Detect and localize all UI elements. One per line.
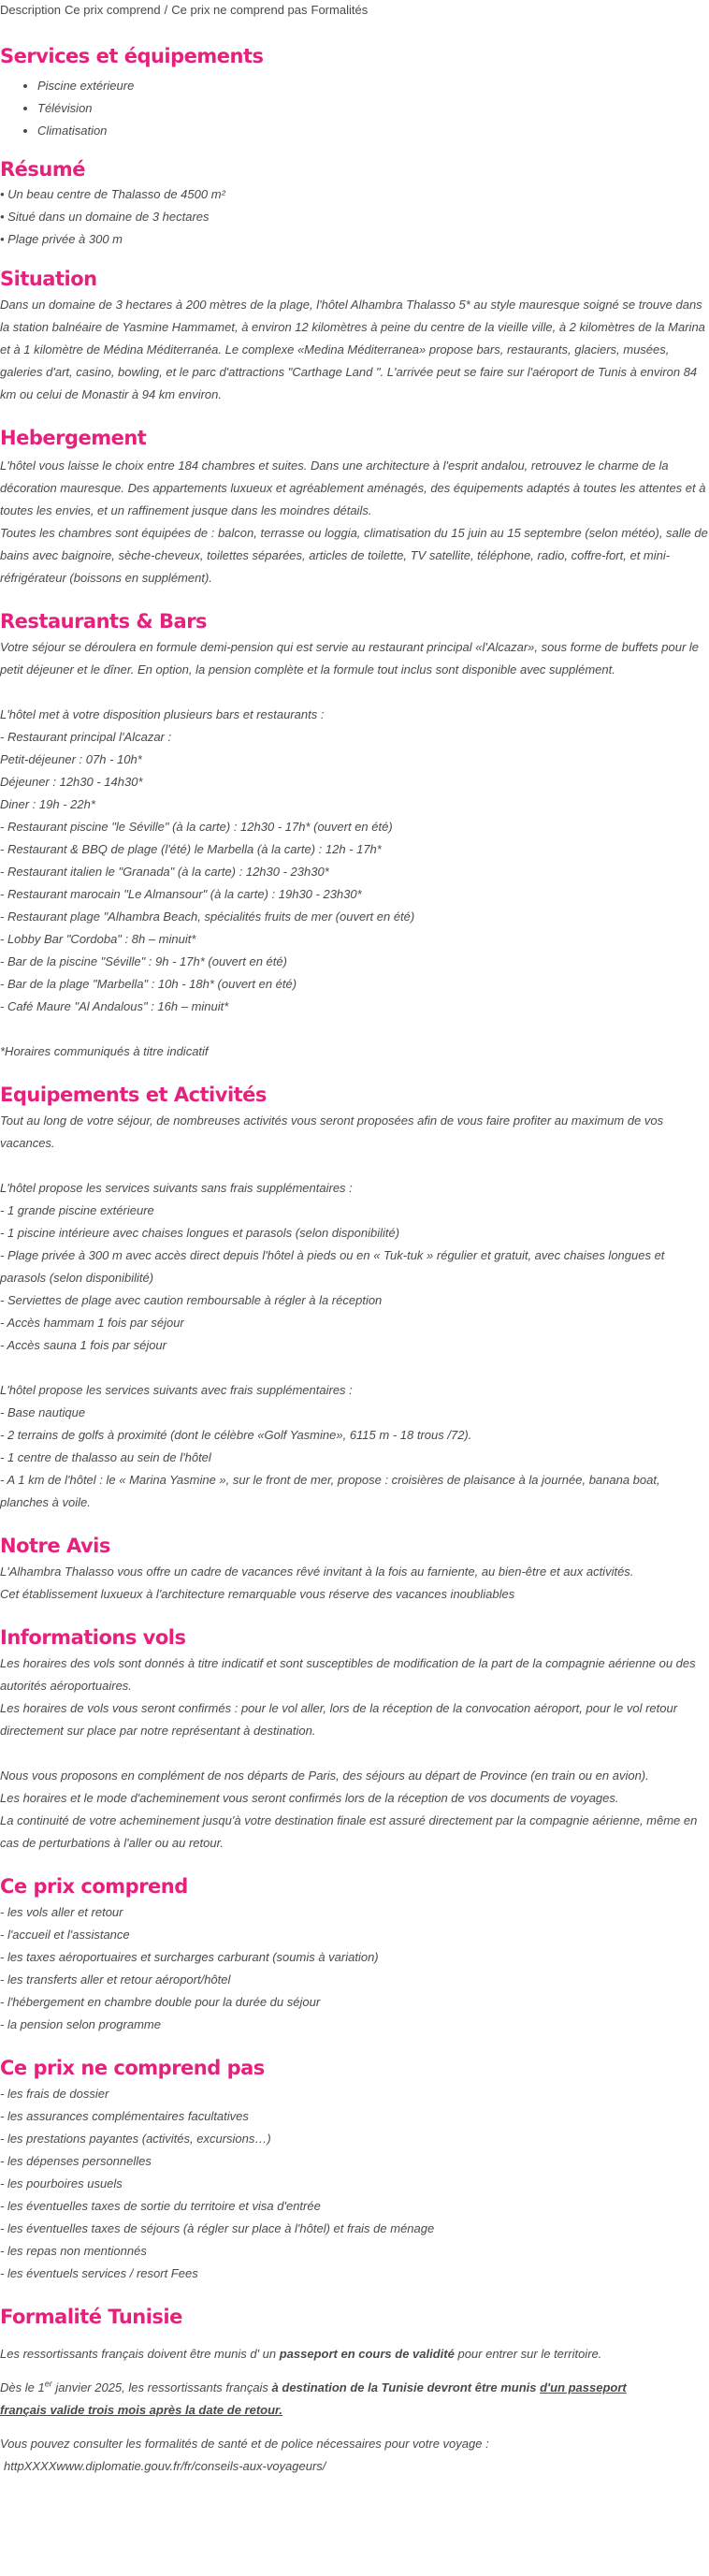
ne-comprend-item: - les dépenses personnelles	[0, 2154, 152, 2168]
service-item: • Télévision	[37, 97, 709, 120]
equipements-title: Equipements et Activités	[0, 1084, 267, 1106]
formalite-consult-text: Vous pouvez consulter les formalités de santé et de police nécessaires pour votre voyage :	[0, 2437, 489, 2451]
section-comprend	[0, 1868, 709, 2036]
restaurant-item: Diner : 19h - 22h*	[0, 797, 95, 811]
ne-comprend-item: - les repas non mentionnés	[0, 2244, 147, 2258]
restaurants-title: Restaurants & Bars	[0, 610, 208, 633]
formalite-text-part: janvier 2025, les ressortissants français	[51, 2380, 272, 2394]
ne-comprend-item: - les prestations payantes (activités, excursions…)	[0, 2132, 271, 2146]
restaurant-item: - Restaurant piscine "le Séville" (à la carte) : 12h30 - 17h* (ouvert en été)	[0, 820, 393, 834]
equipement-item: - 1 piscine intérieure avec chaises longues et parasols (selon disponibilité)	[0, 1226, 400, 1240]
restaurant-item: - Restaurant italien le "Granada" (à la carte) : 12h30 - 23h30*	[0, 865, 329, 879]
section-formalite	[0, 2298, 709, 2478]
equipement-item: - 1 grande piscine extérieure	[0, 1203, 154, 1217]
tab-description[interactable]: Description	[0, 3, 62, 17]
restaurant-item: - Restaurant principal l'Alcazar :	[0, 730, 172, 744]
ne-comprend-item: - les éventuels services / resort Fees	[0, 2266, 198, 2280]
equipement-item: - Accès sauna 1 fois par séjour	[0, 1338, 166, 1352]
equipement-item: - A 1 km de l'hôtel : le « Marina Yasmine », sur le front de mer, propose : croisières de plaisance à la journée, banana boat, planches à voile.	[0, 1473, 660, 1509]
situation-text: Dans un domaine de 3 hectares à 200 mètres de la plage, l'hôtel Alhambra Thalasso 5* au style mauresque soigné se trouve dans la station balnéaire de Yasmine Hammamet, à environ 12 kilomètres à peine du centre de la vieille ville, à 2 kilomètres de la Marina et à 1 kilomètre de Médina Méditerranéa. Le complexe «Medina Méditerranea» propose bars, restaurants, glaciers, musées, galeries d'art, casino, bowling, et le parc d'attractions "Carthage Land ". L'arrivée peut se faire sur l'aéroport de Tunis à environ 84 km ou celui de Monastir à 94 km environ.	[0, 298, 705, 401]
formalite-title: Formalité Tunisie	[0, 2306, 182, 2328]
tab-formalites[interactable]: Formalités	[311, 3, 369, 17]
vols-text: La continuité de votre acheminement jusqu'à votre destination finale est assuré directement par la compagnie aérienne, même en cas de perturbations à l'aller ou au retour.	[0, 1813, 698, 1850]
formalite-underline-validity: français valide trois mois après la date de retour.	[0, 2403, 283, 2417]
section-ne-comprend	[0, 2049, 709, 2285]
restaurant-item: Petit-déjeuner : 07h - 10h*	[0, 752, 142, 766]
restaurant-item: - Bar de la piscine "Séville" : 9h - 17h* (ouvert en été)	[0, 954, 287, 968]
ne-comprend-item: - les éventuelles taxes de sortie du territoire et visa d'entrée	[0, 2199, 321, 2213]
formalite-passport-text	[0, 2343, 709, 2365]
comprend-item: - l'hébergement en chambre double pour la durée du séjour	[0, 1995, 321, 2009]
vols-title: Informations vols	[0, 1626, 186, 1649]
section-restaurants	[0, 603, 709, 1063]
hebergement-text: Toutes les chambres sont équipées de : balcon, terrasse ou loggia, climatisation du 15 juin au 15 septembre (selon météo), salle de bains avec baignoire, sèche-cheveux, toilettes séparées, articles de toilette, TV satellite, téléphone, radio, coffre-fort, et mini-réfrigérateur (boissons en supplément).	[0, 526, 708, 585]
restaurants-list-intro: L'hôtel met à votre disposition plusieurs bars et restaurants :	[0, 707, 325, 721]
formalite-text-part: Dès le 1	[0, 2380, 45, 2394]
restaurant-item: - Bar de la plage "Marbella" : 10h - 18h* (ouvert en été)	[0, 977, 297, 991]
vols-text: Les horaires de vols vous seront confirmés : pour le vol aller, lors de la réception de la convocation aéroport, pour le vol retour directement sur place par notre représentant à destination.	[0, 1701, 678, 1738]
equipement-item: - Plage privée à 300 m avec accès direct depuis l'hôtel à pieds ou en « Tuk-tuk » régulier et gratuit, avec chaises longues et parasols (selon disponibilité)	[0, 1248, 665, 1285]
section-avis	[0, 1527, 709, 1606]
ne-comprend-title: Ce prix ne comprend pas	[0, 2057, 265, 2079]
avis-title: Notre Avis	[0, 1535, 110, 1557]
section-resume	[0, 148, 709, 251]
vols-text: Les horaires des vols sont donnés à titre indicatif et sont susceptibles de modification de la part de la compagnie aérienne ou des autorités aéroportuaires.	[0, 1656, 696, 1693]
tab-separator: /	[164, 3, 168, 17]
resume-line: • Un beau centre de Thalasso de 4500 m²	[0, 187, 225, 201]
resume-title: Résumé	[0, 158, 85, 181]
restaurant-item: - Café Maure "Al Andalous" : 16h – minuit*	[0, 999, 229, 1013]
formalite-text-part: Les ressortissants français doivent être munis d' un	[0, 2347, 280, 2361]
ne-comprend-item: - les pourboires usuels	[0, 2176, 123, 2190]
situation-title: Situation	[0, 268, 97, 290]
avis-line: Cet établissement luxueux à l'architecture remarquable vous réserve des vacances inoubliables	[0, 1587, 515, 1601]
resume-line: • Plage privée à 300 m	[0, 232, 123, 246]
comprend-item: - les taxes aéroportuaires et surcharges carburant (soumis à variation)	[0, 1950, 379, 1964]
hebergement-text: L'hôtel vous laisse le choix entre 184 chambres et suites. Dans une architecture à l'esprit andalou, retrouvez le charme de la décoration mauresque. Des appartements luxueux et agréablement aménagés, des équipements adaptés à toutes les attentes et à toutes les envies, et un raffinement jusque dans les moindres détails.	[0, 458, 706, 517]
ne-comprend-item: - les frais de dossier	[0, 2087, 109, 2101]
formalite-underline-passport: d'un passeport	[540, 2380, 627, 2394]
restaurant-item: - Restaurant plage "Alhambra Beach, spécialités fruits de mer (ouvert en été)	[0, 910, 415, 924]
service-item: • Piscine extérieure	[37, 75, 709, 97]
equipements-intro: Tout au long de votre séjour, de nombreuses activités vous seront proposées afin de vous faire profiter au maximum de vos vacances.	[0, 1113, 664, 1150]
restaurant-item: - Restaurant & BBQ de plage (l'été) le Marbella (à la carte) : 12h - 17h*	[0, 842, 382, 856]
equipement-item: - 2 terrains de golfs à proximité (dont le célèbre «Golf Yasmine», 6115 m - 18 trous /72).	[0, 1428, 472, 1442]
restaurant-item: - Restaurant marocain "Le Almansour" (à la carte) : 19h30 - 23h30*	[0, 887, 362, 901]
section-hebergement	[0, 419, 709, 589]
formalite-2025-text	[0, 2377, 709, 2422]
restaurant-item: Déjeuner : 12h30 - 14h30*	[0, 775, 143, 789]
section-equipements	[0, 1076, 709, 1514]
diplomatie-link[interactable]: httpXXXXwww.diplomatie.gouv.fr/fr/conseils-aux-voyageurs/	[4, 2459, 326, 2473]
restaurant-item: - Lobby Bar "Cordoba" : 8h – minuit*	[0, 932, 196, 946]
vols-text: Les horaires et le mode d'acheminement vous seront confirmés lors de la réception de vos documents de voyages.	[0, 1791, 619, 1805]
tab-ce-prix-ne-comprend-pas[interactable]: Ce prix ne comprend pas	[171, 3, 308, 17]
formalite-sup: er	[44, 2379, 52, 2389]
equipements-free-intro: L'hôtel propose les services suivants sans frais supplémentaires :	[0, 1181, 353, 1195]
services-title: Services et équipements	[0, 45, 264, 67]
avis-line: L'Alhambra Thalasso vous offre un cadre de vacances rêvé invitant à la fois au farniente, au bien-être et aux activités.	[0, 1565, 634, 1579]
section-vols	[0, 1619, 709, 1855]
formalite-bold-passport: passeport en cours de validité	[279, 2347, 455, 2361]
service-item: • Climatisation	[37, 120, 709, 142]
vols-text: Nous vous proposons en complément de nos départs de Paris, des séjours au départ de Province (en train ou en avion).	[0, 1768, 649, 1783]
services-list	[0, 75, 709, 142]
equipement-item: - Base nautique	[0, 1405, 86, 1419]
comprend-item: - les transferts aller et retour aéroport/hôtel	[0, 1972, 231, 1987]
comprend-title: Ce prix comprend	[0, 1875, 188, 1898]
restaurants-intro: Votre séjour se déroulera en formule demi-pension qui est servie au restaurant principal «l'Alcazar», sous forme de buffets pour le petit déjeuner et le dîner. En option, la pension complète et la formule tout inclus sont disponible avec supplément.	[0, 640, 700, 677]
restaurants-note: *Horaires communiqués à titre indicatif	[0, 1044, 209, 1058]
comprend-item: - l'accueil et l'assistance	[0, 1928, 130, 1942]
comprend-item: - les vols aller et retour	[0, 1905, 123, 1919]
formalite-bold-destination: à destination de la Tunisie devront être munis	[271, 2380, 541, 2394]
equipements-paid-intro: L'hôtel propose les services suivants avec frais supplémentaires :	[0, 1383, 353, 1397]
formalite-text-part: pour entrer sur le territoire.	[454, 2347, 602, 2361]
tab-ce-prix-comprend[interactable]: Ce prix comprend	[65, 3, 161, 17]
section-situation	[0, 258, 709, 406]
hebergement-title: Hebergement	[0, 427, 147, 449]
section-services	[0, 39, 709, 142]
resume-line: • Situé dans un domaine de 3 hectares	[0, 210, 210, 224]
equipement-item: - Accès hammam 1 fois par séjour	[0, 1316, 184, 1330]
tab-bar	[0, 0, 709, 21]
equipement-item: - 1 centre de thalasso au sein de l'hôtel	[0, 1450, 211, 1464]
equipement-item: - Serviettes de plage avec caution remboursable à régler à la réception	[0, 1293, 383, 1307]
comprend-item: - la pension selon programme	[0, 2017, 161, 2031]
ne-comprend-item: - les éventuelles taxes de séjours (à régler sur place à l'hôtel) et frais de ménage	[0, 2221, 435, 2235]
ne-comprend-item: - les assurances complémentaires facultatives	[0, 2109, 249, 2123]
